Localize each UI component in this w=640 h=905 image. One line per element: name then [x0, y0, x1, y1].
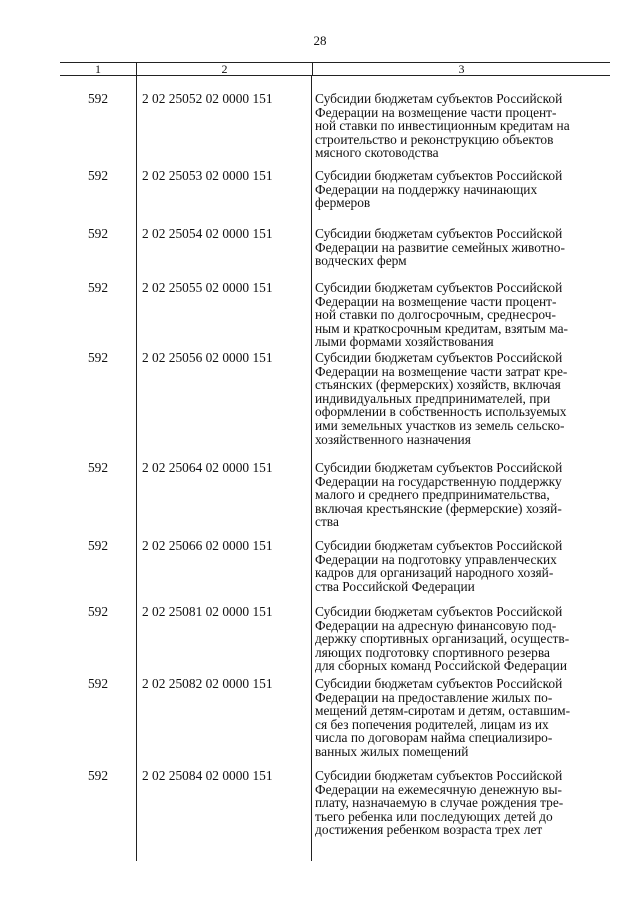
row-kbk: 2 02 25084 02 0000 151 [142, 768, 273, 783]
table-body [60, 76, 610, 861]
row-kbk: 2 02 25066 02 0000 151 [142, 538, 273, 553]
description-line: Федерации на государственную поддержку [315, 473, 562, 489]
description-line: ся без попечения родителей, лицам из их [315, 716, 549, 732]
description-line: Субсидии бюджетам субъектов Российской [315, 168, 563, 183]
table-row [60, 165, 608, 210]
description-line: ими земельных участков из земель сельско- [315, 417, 565, 433]
description-line: Федерации на возмещение части процент- [315, 293, 557, 309]
description-line: водческих ферм [315, 253, 407, 269]
row-description [311, 765, 608, 837]
row-code: 592 [87, 676, 109, 691]
description-line: Федерации на возмещение части процент- [315, 104, 557, 120]
description-line: стьянских (фермерских) хозяйств, включая [315, 377, 561, 393]
header-col-3: 3 [312, 63, 610, 75]
row-kbk: 2 02 25081 02 0000 151 [142, 604, 273, 619]
description-line: Субсидии бюджетам субъектов Российской [315, 280, 563, 295]
table-row [60, 347, 608, 446]
row-description [311, 165, 608, 210]
table-header [60, 62, 610, 76]
description-line: держку спортивных организаций, осуществ- [315, 631, 570, 647]
description-line: ства [315, 514, 339, 530]
description-line: Субсидии бюджетам субъектов Российской [315, 538, 563, 553]
description-line: Федерации на подготовку управленческих [315, 551, 557, 567]
description-line: мещений детям-сиротам и детям, оставшим- [315, 703, 571, 719]
description-line: Федерации на развитие семейных животно- [315, 239, 565, 255]
row-code: 592 [87, 280, 109, 295]
description-line: ванных жилых помещений [315, 743, 469, 759]
description-line: Субсидии бюджетам субъектов Российской [315, 226, 563, 241]
row-kbk: 2 02 25054 02 0000 151 [142, 226, 273, 241]
description-line: ства Российской Федерации [315, 578, 475, 594]
row-description [311, 88, 608, 160]
description-line: Субсидии бюджетам субъектов Российской [315, 91, 563, 106]
row-description [311, 277, 608, 349]
table-row [60, 673, 608, 759]
column-rule [311, 76, 312, 861]
description-line: Субсидии бюджетам субъектов Российской [315, 676, 563, 691]
row-kbk: 2 02 25053 02 0000 151 [142, 168, 273, 183]
description-line: плату, назначаемую в случае рождения тре- [315, 795, 564, 811]
row-description [311, 673, 608, 759]
description-line: Федерации на поддержку начинающих [315, 181, 538, 197]
row-code: 592 [87, 91, 109, 106]
description-line: Федерации на адресную финансовую под- [315, 617, 557, 633]
row-kbk: 2 02 25082 02 0000 151 [142, 676, 273, 691]
description-line: ляющих подготовку спортивного резерва [315, 644, 550, 660]
row-kbk: 2 02 25056 02 0000 151 [142, 350, 273, 365]
row-kbk: 2 02 25055 02 0000 151 [142, 280, 273, 295]
row-description [311, 457, 608, 529]
table-row [60, 277, 608, 349]
row-description [311, 535, 608, 593]
description-line: ной ставки по долгосрочным, среднесроч- [315, 307, 556, 323]
description-line: достижения ребенком возраста трех лет [315, 822, 543, 838]
table-row [60, 601, 608, 673]
description-line: ным и краткосрочным кредитам, взятым ма- [315, 320, 569, 336]
budget-codes-table [60, 62, 610, 861]
description-line: Субсидии бюджетам субъектов Российской [315, 350, 563, 365]
description-line: малого и среднего предпринимательства, [315, 487, 550, 503]
description-line: Субсидии бюджетам субъектов Российской [315, 460, 563, 475]
description-line: оформлении в собственность используемых [315, 404, 567, 420]
table-row [60, 88, 608, 160]
page-number: 28 [313, 33, 327, 48]
row-code: 592 [87, 768, 109, 783]
description-line: кадров для организаций народного хозяй- [315, 565, 554, 581]
description-line: хозяйственного назначения [315, 431, 471, 447]
description-line: индивидуальных предпринимателей, при [315, 390, 551, 406]
row-code: 592 [87, 538, 109, 553]
table-row [60, 457, 608, 529]
description-line: Федерации на ежемесячную денежную вы- [315, 781, 562, 797]
column-rule [136, 76, 137, 861]
description-line: Федерации на возмещение части затрат кре- [315, 363, 568, 379]
header-col-1: 1 [95, 62, 101, 76]
description-line: Субсидии бюджетам субъектов Российской [315, 604, 563, 619]
description-line: мясного скотоводства [315, 145, 439, 161]
description-line: Федерации на предоставление жилых по- [315, 689, 553, 705]
row-code: 592 [87, 168, 109, 183]
row-description [311, 347, 608, 446]
table-row [60, 535, 608, 593]
row-kbk: 2 02 25052 02 0000 151 [142, 91, 273, 106]
table-row [60, 223, 608, 268]
row-code: 592 [87, 460, 109, 475]
row-description [311, 601, 608, 673]
description-line: лыми формами хозяйствования [315, 334, 494, 350]
description-line: строительство и реконструкцию объектов [315, 131, 554, 147]
description-line: Субсидии бюджетам субъектов Российской [315, 768, 563, 783]
description-line: фермеров [315, 195, 371, 211]
description-line: включая крестьянские (фермерские) хозяй- [315, 500, 562, 516]
header-col-2: 2 [136, 63, 312, 75]
description-line: числа по договорам найма специализиро- [315, 730, 553, 746]
row-kbk: 2 02 25064 02 0000 151 [142, 460, 273, 475]
description-line: ной ставки по инвестиционным кредитам на [315, 118, 570, 134]
row-description [311, 223, 608, 268]
row-code: 592 [87, 226, 109, 241]
description-line: тьего ребенка или последующих детей до [315, 808, 553, 824]
description-line: для сборных команд Российской Федерации [315, 658, 568, 674]
row-code: 592 [87, 604, 109, 619]
row-code: 592 [87, 350, 109, 365]
table-row [60, 765, 608, 837]
